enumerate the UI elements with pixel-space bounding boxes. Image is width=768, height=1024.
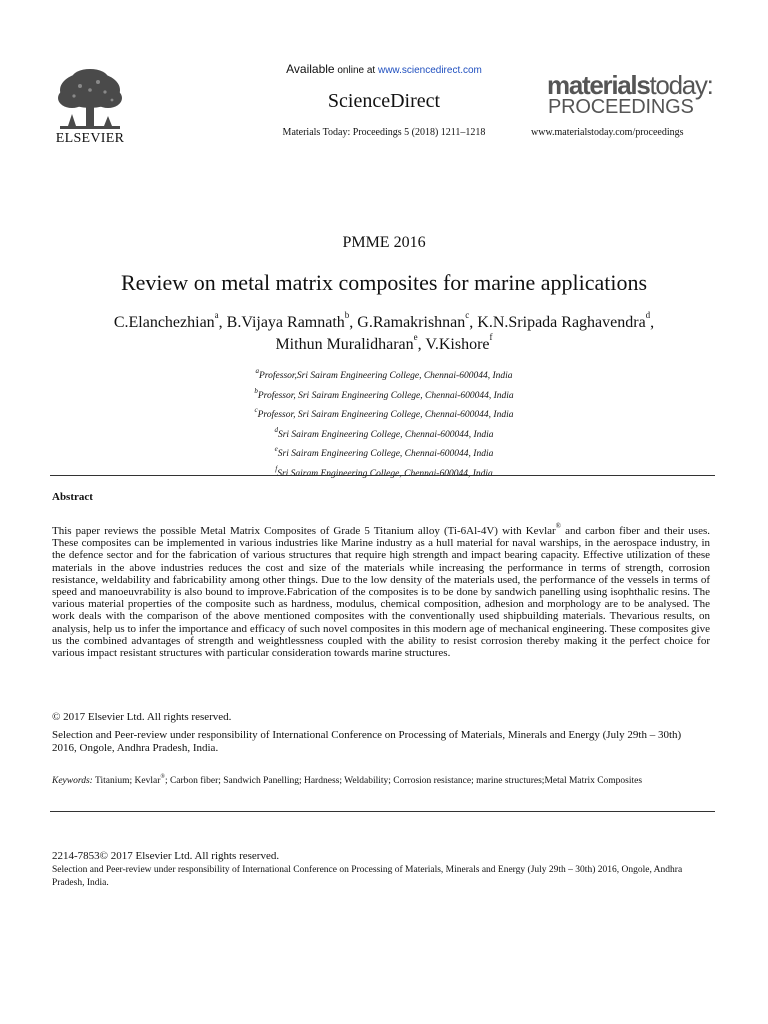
- affiliation-sup: a: [255, 367, 259, 375]
- sciencedirect-link[interactable]: www.sciencedirect.com: [377, 65, 482, 76]
- logo-today: today:: [649, 70, 713, 100]
- affiliation-sup: b: [254, 386, 258, 395]
- author-name: K.N.Sripada Raghavendra: [477, 314, 646, 331]
- author-sup: a: [214, 310, 219, 320]
- affiliation-item: [0, 384, 768, 404]
- author-sup: d: [645, 310, 651, 320]
- abstract-heading: Abstract: [52, 491, 93, 503]
- footer-selection-note: Selection and Peer-review under responsibility of International Conference on Processing of Materials, Minerals and Energy (July 29th – 30th) 2016, Ongole, Andhra Pradesh, India.: [52, 865, 683, 888]
- divider-bottom: [50, 811, 715, 812]
- affiliation-sup: d: [274, 425, 278, 434]
- available-mid: online at: [334, 65, 378, 76]
- affiliation-text: Professor, Sri Sairam Engineering College, Chennai-600044, India: [257, 410, 514, 420]
- author-sup: f: [489, 332, 493, 342]
- author-separator: ,: [469, 314, 478, 331]
- logo-materials: materials: [547, 70, 650, 100]
- author-separator: ,: [218, 314, 227, 331]
- author-sup: b: [344, 310, 350, 320]
- logo-proceedings: PROCEEDINGS: [548, 96, 694, 118]
- conference-name: PMME 2016: [342, 234, 426, 251]
- affiliation-text: Professor,Sri Sairam Engineering College, Chennai-600044, India: [259, 371, 513, 381]
- affiliation-text: Sri Sairam Engineering College, Chennai-600044, India: [277, 468, 493, 479]
- author-name: B.Vijaya Ramnath: [226, 314, 345, 331]
- elsevier-wordmark: ELSEVIER: [55, 131, 125, 146]
- journal-citation: Materials Today: Proceedings 5 (2018) 1211–1218: [282, 127, 486, 138]
- abstract-copyright: © 2017 Elsevier Ltd. All rights reserved.: [52, 711, 232, 723]
- author-line-1: [0, 310, 768, 332]
- affiliations: [0, 364, 768, 481]
- author-sup: e: [413, 332, 418, 342]
- author-separator: ,: [417, 336, 426, 353]
- abstract-selection-note: Selection and Peer-review under responsibility of International Conference on Processing of Materials, Minerals and Energy (July 29th – 30th) 2016, Ongole, Andhra Pradesh, India.: [52, 729, 682, 754]
- footer-issn: 2214-7853© 2017 Elsevier Ltd. All rights reserved.: [52, 850, 280, 862]
- materials-today-logo: [547, 72, 713, 98]
- affiliation-item: [0, 423, 768, 443]
- affiliation-sup: c: [254, 406, 258, 414]
- registered-mark: ®: [160, 774, 165, 780]
- available-prefix: Available: [286, 62, 335, 76]
- author-sup: c: [465, 310, 470, 320]
- affiliation-sup: e: [274, 445, 278, 453]
- affiliation-sup: f: [275, 464, 278, 473]
- author-name: Mithun Muralidharan: [275, 336, 414, 353]
- author-name: V.Kishore: [425, 336, 490, 353]
- abstract-text-part2: and carbon fiber and their uses. These composites can be implemented in various industries like Marine industry as a hull material for naval warships, in the aerospace industry, in the defence sector and for the fabrication of various structures that require high strength and impact bearing capacity. Effective utilization of these materials in the above industries reduces the cost and size of the materials while increasing the performance in terms of strength, corrosion resistance, weldability and fabricability among other things. Due to the low density of the materials used, the performance of the vessels in terms of speed and manoeuvrability is also bound to improve.Fabrication of the composites is to be done by sandwich panelling using isophthalic resins. The various material properties of the composite such as hardness, modulus, chemical composition, adhesion and morphology are to be analysed. The work deals with the comparison of the above mentioned composites with the conventionally used shipbuilding materials. Thevarious results, on analysis, help us to infer the importance and efficacy of such novel composites in this modern age of mechanical engineering. These composites give us the combined advantages of strength and weightlessness coupled with the ability to resist corrosion thereby making it the perfect choice for various impact resistant structures with particular consideration towards marine structures.: [52, 525, 710, 660]
- affiliation-text: Sri Sairam Engineering College, Chennai-600044, India: [277, 449, 494, 459]
- abstract-body: [52, 520, 710, 659]
- journal-url[interactable]: www.materialstoday.com/proceedings: [531, 127, 684, 138]
- affiliation-item: [0, 462, 768, 482]
- platform-title: ScienceDirect: [327, 90, 441, 112]
- paper-title: Review on metal matrix composites for marine applications: [120, 270, 648, 295]
- keywords-part2: ; Carbon fiber; Sandwich Panelling; Hardness; Weldability; Corrosion resistance; marine structures;Metal Matrix Composites: [164, 776, 643, 786]
- author-separator: ,: [650, 314, 655, 331]
- author-separator: ,: [349, 314, 358, 331]
- author-name: C.Elanchezhian: [113, 314, 215, 331]
- affiliation-text: Sri Sairam Engineering College, Chennai-600044, India: [277, 429, 494, 440]
- affiliation-item: [0, 442, 768, 462]
- keywords-part1: Titanium; Kevlar: [92, 776, 161, 786]
- divider-top: [50, 475, 715, 476]
- registered-mark: ®: [555, 522, 561, 530]
- affiliation-text: Professor, Sri Sairam Engineering College, Chennai-600044, India: [257, 390, 514, 401]
- keywords-label: Keywords:: [52, 776, 93, 786]
- author-name: G.Ramakrishnan: [357, 314, 466, 331]
- keywords: [52, 771, 712, 787]
- affiliation-item: [0, 403, 768, 423]
- abstract-text-part1: This paper reviews the possible Metal Matrix Composites of Grade 5 Titanium alloy (Ti-6Al-4V) with Kevlar: [52, 525, 556, 537]
- author-line-2: [0, 332, 768, 354]
- affiliation-item: [0, 364, 768, 384]
